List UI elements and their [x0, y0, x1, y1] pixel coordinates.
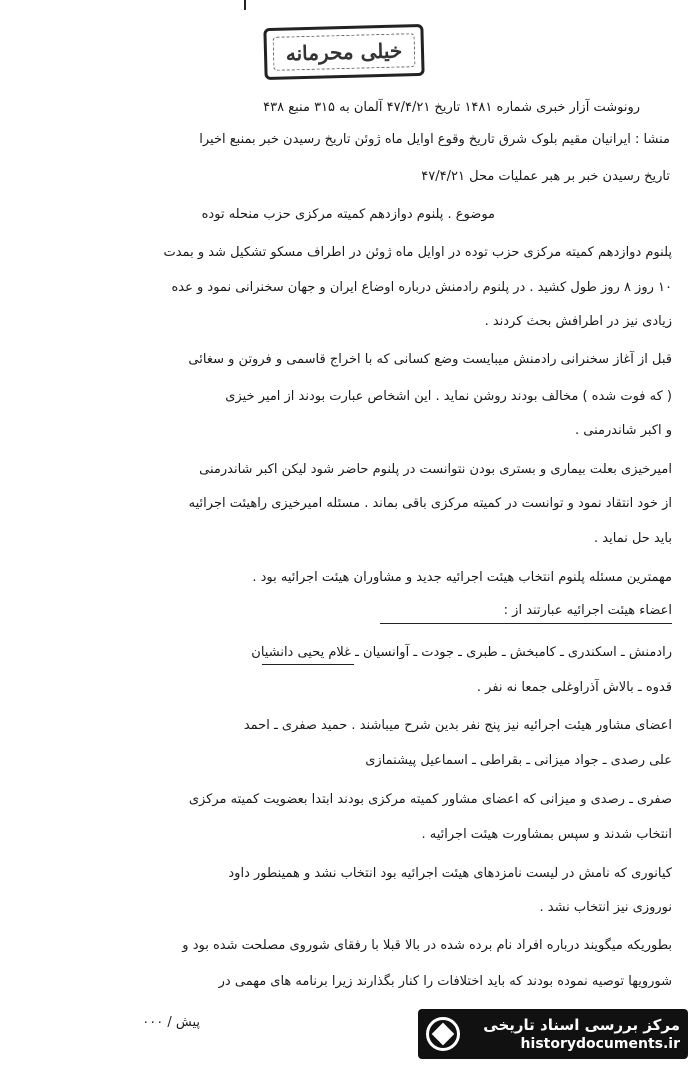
page-continuation-mark: پیش / ۰۰۰ [142, 1015, 200, 1030]
watermark-persian: مرکز بررسی اسناد تاریخی [483, 1015, 680, 1034]
body-line: اعضاء هیئت اجرائیه عبارتند از : [503, 603, 672, 618]
body-line: اعضای مشاور هیئت اجرائیه نیز پنج نفر بدین شرح میباشند . حمید صفری ـ احمد [243, 718, 672, 733]
underline-rule [262, 664, 354, 665]
top-edge-mark [244, 0, 246, 10]
classification-stamp: خیلی محرمانه [263, 24, 424, 80]
body-line: امیرخیزی بعلت بیماری و بستری بودن نتوانست در پلنوم حاضر شود لیکن اکبر شاندرمنی [199, 462, 672, 477]
header-line-received-date: تاریخ رسیدن خبر بر هبر عملیات محل ۴۷/۴/۲۱ [421, 169, 670, 184]
body-line: انتخاب شدند و سپس بمشاورت هیئت اجرائیه . [421, 827, 672, 842]
body-line: مهمترین مسئله پلنوم انتخاب هیئت اجرائیه جدید و مشاوران هیئت اجرائیه بود . [252, 570, 672, 585]
body-line: شورویها توصیه نموده بودند که باید اختلافات را کنار بگذارند زیرا برنامه های مهمی در [218, 974, 672, 989]
body-line: پلنوم دوازدهم کمیته مرکزی حزب توده در اوایل ماه ژوئن در اطراف مسکو تشکیل شد و بمدت [163, 245, 672, 260]
header-line-source: منشا : ایرانیان مقیم بلوک شرق تاریخ وقوع اوایل ماه ژوئن تاریخ رسیدن خبر بمنبع اخیرا [199, 132, 670, 147]
body-line: کیانوری که نامش در لیست نامزدهای هیئت اجرائیه بود انتخاب نشد و همینطور داود [228, 866, 672, 881]
body-line: باید حل نماید . [594, 531, 672, 546]
body-line: و اکبر شاندرمنی . [575, 423, 672, 438]
subject-line: موضوع . پلنوم دوازدهم کمیته مرکزی حزب منحله توده [201, 207, 495, 222]
body-line: از خود انتقاد نمود و توانست در کمیته مرکزی باقی بماند . مسئله امیرخیزی راهیئت اجرائیه [188, 496, 672, 511]
body-line: ۱۰ روز ۸ روز طول کشید . در پلنوم رادمنش درباره اوضاع ایران و جهان سخنرانی نمود و عده [171, 280, 672, 295]
body-line: صفری ـ رصدی و میزانی که اعضای مشاور کمیته مرکزی بودند ابتدا بعضویت کمیته مرکزی [188, 792, 672, 807]
watermark-logo [418, 1009, 688, 1059]
watermark-latin: historydocuments.ir [520, 1035, 680, 1052]
body-line: علی رصدی ـ جواد میزانی ـ بقراطی ـ اسماعیل پیشنمازی [365, 753, 672, 768]
body-line: زیادی نیز در اطرافش بحث کردند . [484, 314, 672, 329]
body-line: ( که فوت شده ) مخالف بودند روشن نماید . این اشخاص عبارت بودند از امیر خیزی [225, 389, 672, 404]
body-line-members: قدوه ـ بالاش آذراوغلی جمعا نه نفر . [476, 680, 672, 695]
body-line-members: رادمنش ـ اسکندری ـ کامبخش ـ طبری ـ جودت ـ آوانسیان ـ غلام یحیی دانشیان [251, 645, 672, 660]
body-line: قبل از آغاز سخنرانی رادمنش میبایست وضع کسانی که با اخراج قاسمی و فروتن و سغائی [188, 352, 672, 367]
body-line: بطوریکه میگویند درباره افراد نام برده شده در بالا قبلا با رفقای شوروی مصلحت شده بود و [182, 938, 672, 953]
archive-logo-icon [426, 1017, 460, 1051]
header-line-report-number: رونوشت آزار خبری شماره ۱۴۸۱ تاریخ ۴۷/۴/۲۱ آلمان به ۳۱۵ منبع ۴۳۸ [263, 100, 640, 115]
body-line: نوروزی نیز انتخاب نشد . [539, 900, 672, 915]
watermark-text [468, 1016, 680, 1053]
underline-rule [380, 623, 672, 624]
